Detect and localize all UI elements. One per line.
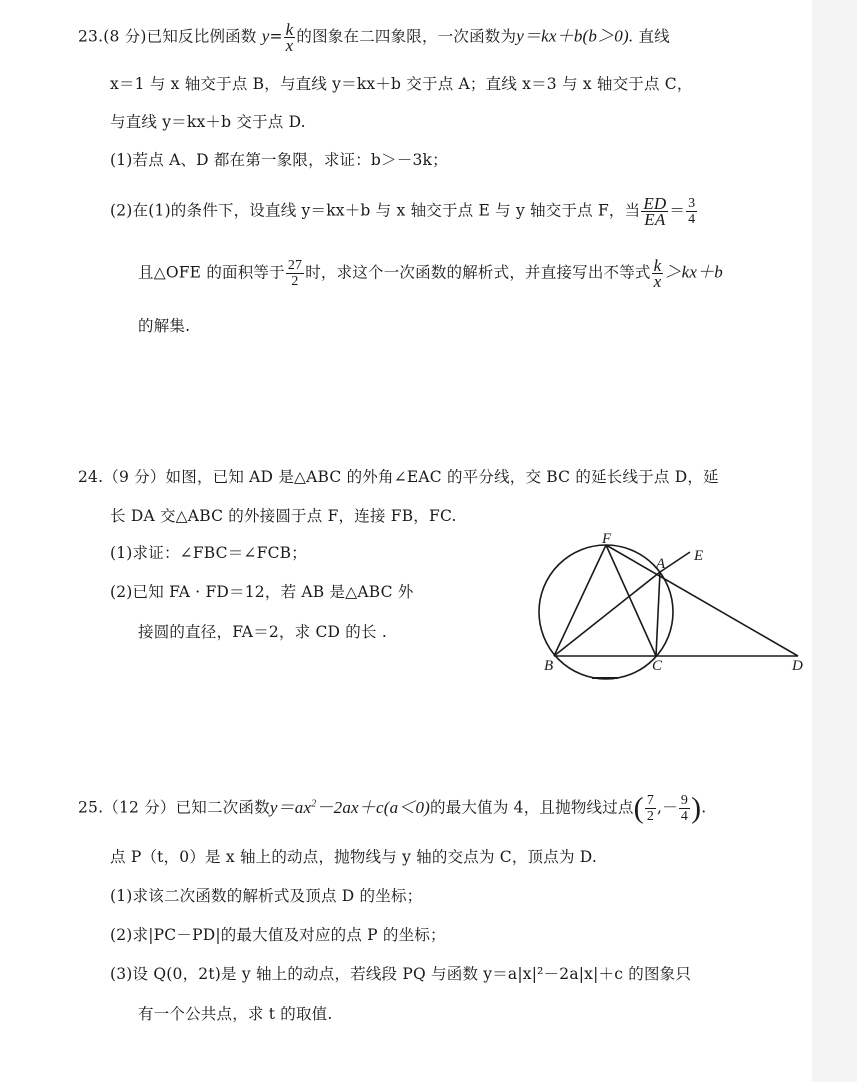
- line-ac: [656, 572, 660, 656]
- q23-frac-k-over-x: $\frac{k}{x}$: [285, 20, 294, 55]
- label-c: C: [652, 658, 663, 674]
- q23-part2-line2: [138, 258, 723, 289]
- label-f: F: [602, 531, 612, 547]
- q23-part2-line1: (2)在(1)的条件下，设直线 y＝kx＋b 与 x 轴交于点 E 与 y 轴交于点 F，当 $\frac{ED}{EA}$ ＝ $\frac{3}{4}$: [110, 194, 696, 229]
- label-d: D: [792, 658, 803, 674]
- line-fc: [606, 545, 656, 656]
- q25-line1-text-b: 的最大值为 4，且抛物线过点: [430, 798, 634, 817]
- q24-part2-line2: 接圆的直径，FA＝2，求 CD 的长 .: [138, 623, 387, 641]
- q25-minus: －: [662, 798, 678, 817]
- q23-line1: 23.(8 分)已知反比例函数 y= $\frac{k}{x}$ 的图象在二四象限，一次函数为y＝kx＋b(b＞0). 直线: [78, 20, 670, 55]
- q25-line2: 点 P（t，0）是 x 轴上的动点，抛物线与 y 轴的交点为 C，顶点为 D.: [110, 848, 597, 866]
- label-b: B: [544, 658, 554, 674]
- line-ba: [554, 572, 660, 656]
- q25-frac-9-over-4: $\frac{9}{4}$: [680, 793, 689, 825]
- q23-frac-ed-over-ea: $\frac{ED}{EA}$: [643, 194, 667, 229]
- q23-frac-3-over-4: $\frac{3}{4}$: [688, 196, 696, 227]
- q24-part1: (1)求证：∠FBC＝∠FCB；: [110, 544, 307, 562]
- q24-circle-figure: [530, 530, 815, 690]
- q23-score: (8 分): [103, 27, 147, 46]
- q23-eq-y: y: [261, 26, 270, 46]
- q25-point-left-paren: (: [633, 791, 644, 825]
- q23-line3: 与直线 y＝kx＋b 交于点 D.: [110, 113, 306, 131]
- q23-linear-eq: y＝kx＋b(b＞0).: [516, 26, 634, 46]
- q23-number: 23.: [78, 27, 104, 46]
- q24-part2-line1: (2)已知 FA · FD＝12，若 AB 是△ABC 外: [110, 583, 414, 601]
- q24-line2: 长 DA 交△ABC 的外接圆于点 F，连接 FB，FC.: [110, 507, 457, 525]
- label-e: E: [694, 548, 704, 564]
- q23-line1-text-c: 直线: [638, 27, 670, 46]
- q23-part2-line3: 的解集.: [138, 317, 191, 335]
- q25-part3-line2: 有一个公共点，求 t 的取值.: [138, 1005, 333, 1023]
- q23-line1-text-a: 已知反比例函数: [146, 27, 257, 46]
- q23-part2-text-a: (2)在(1)的条件下，设直线 y＝kx＋b 与 x 轴交于点 E 与 y 轴交于点 F，当: [110, 201, 641, 220]
- q25-point-right-paren: ): [691, 791, 702, 825]
- q23-part1: (1)若点 A、D 都在第一象限，求证：b＞－3k；: [110, 151, 448, 169]
- q25-line1-text-a: 25.（12 分）已知二次函数: [78, 798, 270, 817]
- q25-line1: 25.（12 分）已知二次函数$y=ax^2-2ax+c(a<0)$的最大值为 4，且抛物线过点( $\frac{7}{2}$ ,－ $\frac{9}{4}$ ).: [78, 791, 707, 825]
- q23-frac-k-over-x-ineq: $\frac{k}{x}$: [653, 256, 662, 291]
- q25-part1: (1)求该二次函数的解析式及顶点 D 的坐标；: [110, 887, 423, 905]
- q23-line2: x＝1 与 x 轴交于点 B，与直线 y＝kx＋b 交于点 A；直线 x＝3 与 x 轴交于点 C，: [110, 75, 693, 93]
- q25-part2: (2)求|PC－PD|的最大值及对应的点 P 的坐标；: [110, 926, 446, 944]
- page-edge: [812, 0, 857, 1082]
- q25-part3-line1: (3)设 Q(0，2t)是 y 轴上的动点，若线段 PQ 与函数 y＝a|x|²－2a|x|＋c 的图象只: [110, 965, 692, 983]
- label-a: A: [656, 556, 666, 572]
- q25-frac-7-over-2: $\frac{7}{2}$: [646, 793, 655, 825]
- q23-line1-text-b: 的图象在二四象限，一次函数为: [296, 27, 517, 46]
- q23-part2-text-c: 时，求这个一次函数的解析式，并直接写出不等式: [305, 263, 651, 282]
- q23-frac-27-over-2: $\frac{27}{2}$: [287, 258, 303, 289]
- q23-part2-text-b: 且△OFE 的面积等于: [138, 263, 285, 282]
- q24-line1: 24.（9 分）如图，已知 AD 是△ABC 的外角∠EAC 的平分线，交 BC 的延长线于点 D，延: [78, 468, 719, 486]
- q25-quadratic: $y=ax^2-2ax+c(a<0)$: [269, 797, 431, 817]
- q23-inequality-rhs: ＞kx＋b: [664, 262, 723, 282]
